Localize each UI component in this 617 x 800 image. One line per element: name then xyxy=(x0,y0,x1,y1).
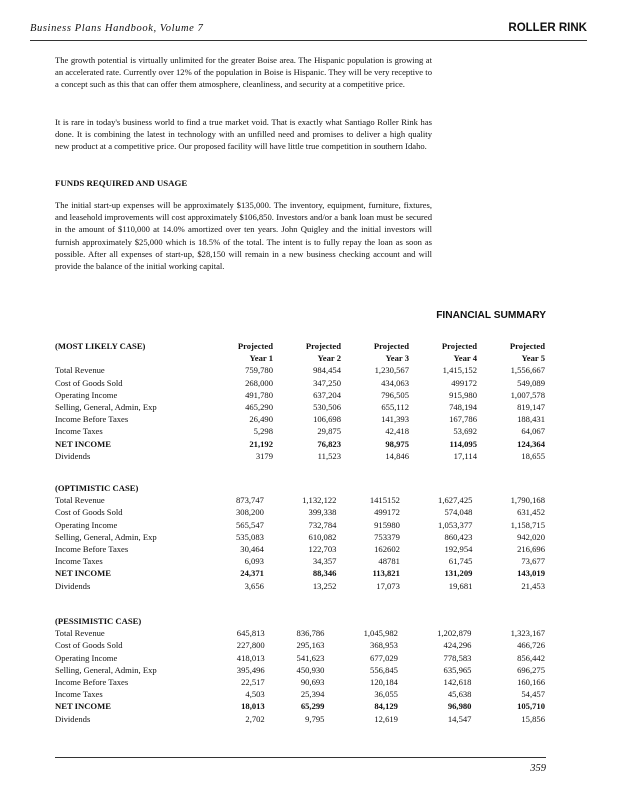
cell-value: 1415152 xyxy=(369,495,400,506)
most-likely-table xyxy=(55,340,545,462)
table-row xyxy=(55,413,545,425)
cell-value: 30,464 xyxy=(240,544,264,555)
cell-value: 9,795 xyxy=(305,713,325,724)
cell-value: 4,503 xyxy=(245,689,265,700)
row-label: Income Before Taxes xyxy=(55,677,129,688)
cell-value: 48781 xyxy=(378,556,400,567)
cell-value: 753379 xyxy=(374,531,400,542)
cell-value: 160,166 xyxy=(517,677,545,688)
row-label: Selling, General, Admin, Exp xyxy=(55,531,157,542)
table-row xyxy=(55,364,545,376)
cell-value: 308,200 xyxy=(236,507,264,518)
cell-value: 113,821 xyxy=(372,568,400,579)
table-row xyxy=(55,676,545,688)
cell-value: 5,298 xyxy=(253,426,273,437)
row-label: Income Taxes xyxy=(55,426,103,437)
cell-value: 1,556,667 xyxy=(510,365,545,376)
paragraph-growth: The growth potential is virtually unlimited for the greater Boise area. The Hispanic population is growing at an accelerated rate. Currently over 12% of the population in Boise is Hispanic. They will be very receptive to a concept such as this that can offer them atmosphere, cleanliness, and security at a competitive price. xyxy=(55,55,432,90)
cell-value: 491,780 xyxy=(245,389,273,400)
col-header-year: Year 5 xyxy=(521,353,545,364)
cell-value: 399,338 xyxy=(308,507,337,518)
cell-value: 73,677 xyxy=(521,556,545,567)
table-row xyxy=(55,627,545,639)
cell-value: 819,147 xyxy=(517,402,545,413)
cell-value: 14,547 xyxy=(447,713,472,724)
row-label: Cost of Goods Sold xyxy=(55,377,123,388)
cell-value: 76,823 xyxy=(317,438,341,449)
table-header-row xyxy=(55,340,545,352)
col-header: Projected xyxy=(441,341,477,351)
cell-value: 574,048 xyxy=(444,507,473,518)
row-label: Operating Income xyxy=(55,519,118,530)
cell-value: 465,290 xyxy=(245,402,273,413)
row-label: Operating Income xyxy=(55,652,118,663)
cell-value: 45,638 xyxy=(447,689,472,700)
cell-value: 24,371 xyxy=(240,568,264,579)
row-label: Dividends xyxy=(55,580,91,591)
cell-value: 424,296 xyxy=(443,640,472,651)
cell-value: 17,114 xyxy=(453,450,477,461)
cell-value: 796,505 xyxy=(381,389,409,400)
financial-summary-title: FINANCIAL SUMMARY xyxy=(436,310,546,321)
cell-value: 268,000 xyxy=(245,377,273,388)
row-label: Income Taxes xyxy=(55,689,103,700)
funds-heading: FUNDS REQUIRED AND USAGE xyxy=(55,178,188,188)
table-row xyxy=(55,700,545,712)
cell-value: 1,230,567 xyxy=(374,365,409,376)
page-header xyxy=(30,22,587,41)
cell-value: 141,393 xyxy=(381,414,409,425)
paragraph-market-void: It is rare in today's business world to find a true market void. That is exactly what Santiago Roller Rink has done. It is combining the latest in technology with an unfilled need and promises to deliver a high quality new product at a competitive price. Our proposed facility will have little true competition in southern Idaho. xyxy=(55,117,432,152)
cell-value: 114,095 xyxy=(449,438,477,449)
cell-value: 499172 xyxy=(374,507,400,518)
cell-value: 1,007,578 xyxy=(510,389,545,400)
table-row xyxy=(55,438,545,450)
cell-value: 120,184 xyxy=(370,677,398,688)
cell-value: 1,627,425 xyxy=(438,495,473,506)
row-label: NET INCOME xyxy=(55,701,111,712)
cell-value: 1,202,879 xyxy=(437,628,472,639)
cell-value: 3179 xyxy=(255,450,273,461)
cell-value: 984,454 xyxy=(313,365,341,376)
table-row xyxy=(55,664,545,676)
case-label: (PESSIMISTIC CASE) xyxy=(55,616,142,626)
col-header: Projected xyxy=(305,341,341,351)
cell-value: 541,623 xyxy=(296,652,325,663)
cell-value: 836,786 xyxy=(296,628,325,639)
table-header-row xyxy=(55,615,545,627)
cell-value: 106,698 xyxy=(313,414,341,425)
cell-value: 167,786 xyxy=(449,414,477,425)
paragraph-funds: The initial start-up expenses will be approximately $135,000. The inventory, equipment, furniture, fixtures, and leasehold improvements will cost approximately $106,850. Investors and/or a bank loan must be secured in the amount of $110,000 at 14.0% amortized over ten years. John Quigley and the initial investors will furnish approximately $25,000 which is 18.5% of the total. The intent is to fully repay the loan as soon as possible. After all expenses of start-up, $28,150 will remain in a new business checking account and will provide the balance of the initial working capital. xyxy=(55,200,432,272)
cell-value: 192,954 xyxy=(444,544,473,555)
col-header-year: Year 4 xyxy=(453,353,477,364)
cell-value: 565,547 xyxy=(236,519,264,530)
table-header-row xyxy=(55,352,545,364)
table-row xyxy=(55,543,545,555)
cell-value: 64,067 xyxy=(521,426,545,437)
cell-value: 2,702 xyxy=(245,713,265,724)
cell-value: 915,980 xyxy=(449,389,477,400)
section-title: ROLLER RINK xyxy=(508,22,587,34)
table-row xyxy=(55,494,545,506)
cell-value: 15,856 xyxy=(521,713,545,724)
cell-value: 162602 xyxy=(374,544,400,555)
cell-value: 860,423 xyxy=(444,531,473,542)
col-header: Projected xyxy=(237,341,273,351)
row-label: Income Taxes xyxy=(55,556,103,567)
cell-value: 295,163 xyxy=(296,640,325,651)
row-label: Selling, General, Admin, Exp xyxy=(55,664,157,675)
cell-value: 873,747 xyxy=(236,495,264,506)
cell-value: 13,252 xyxy=(312,580,337,591)
cell-value: 915980 xyxy=(374,519,400,530)
table-row xyxy=(55,506,545,518)
cell-value: 53,692 xyxy=(453,426,477,437)
cell-value: 610,082 xyxy=(308,531,337,542)
cell-value: 635,965 xyxy=(443,664,472,675)
cell-value: 42,418 xyxy=(385,426,409,437)
table-row xyxy=(55,377,545,389)
cell-value: 499172 xyxy=(451,377,477,388)
row-label: Cost of Goods Sold xyxy=(55,507,123,518)
row-label: NET INCOME xyxy=(55,438,111,449)
table-row xyxy=(55,639,545,651)
page-number: 359 xyxy=(530,763,546,774)
cell-value: 98,975 xyxy=(385,438,409,449)
table-row xyxy=(55,567,545,579)
row-label: Total Revenue xyxy=(55,365,105,376)
cell-value: 124,364 xyxy=(517,438,545,449)
row-label: Income Before Taxes xyxy=(55,414,129,425)
cell-value: 942,020 xyxy=(517,531,545,542)
cell-value: 188,431 xyxy=(517,414,545,425)
cell-value: 418,013 xyxy=(236,652,265,663)
cell-value: 84,129 xyxy=(374,701,398,712)
cell-value: 645,813 xyxy=(236,628,265,639)
cell-value: 530,506 xyxy=(313,402,341,413)
cell-value: 549,089 xyxy=(517,377,545,388)
row-label: Dividends xyxy=(55,713,91,724)
cell-value: 105,710 xyxy=(517,701,545,712)
cell-value: 25,394 xyxy=(300,689,325,700)
table-row xyxy=(55,389,545,401)
table-row xyxy=(55,450,545,462)
row-label: Total Revenue xyxy=(55,628,105,639)
cell-value: 14,846 xyxy=(385,450,409,461)
cell-value: 142,618 xyxy=(443,677,472,688)
cell-value: 88,346 xyxy=(312,568,337,579)
cell-value: 36,055 xyxy=(374,689,398,700)
table-row xyxy=(55,580,545,592)
cell-value: 21,453 xyxy=(521,580,545,591)
cell-value: 677,029 xyxy=(370,652,398,663)
cell-value: 748,194 xyxy=(449,402,477,413)
cell-value: 11,523 xyxy=(317,450,341,461)
cell-value: 12,619 xyxy=(374,713,398,724)
cell-value: 26,490 xyxy=(249,414,273,425)
col-header: Projected xyxy=(373,341,409,351)
cell-value: 34,357 xyxy=(312,556,337,567)
cell-value: 631,452 xyxy=(517,507,545,518)
cell-value: 18,655 xyxy=(521,450,545,461)
cell-value: 6,093 xyxy=(244,556,264,567)
cell-value: 434,063 xyxy=(381,377,409,388)
footer-rule xyxy=(55,757,546,758)
col-header-year: Year 3 xyxy=(385,353,409,364)
cell-value: 65,299 xyxy=(300,701,325,712)
cell-value: 131,209 xyxy=(444,568,473,579)
case-label: (OPTIMISTIC CASE) xyxy=(55,483,139,493)
table-row xyxy=(55,688,545,700)
col-header-year: Year 1 xyxy=(249,353,273,364)
table-row xyxy=(55,425,545,437)
cell-value: 61,745 xyxy=(448,556,473,567)
row-label: NET INCOME xyxy=(55,568,111,579)
cell-value: 637,204 xyxy=(313,389,341,400)
row-label: Cost of Goods Sold xyxy=(55,640,123,651)
cell-value: 29,875 xyxy=(317,426,341,437)
cell-value: 216,696 xyxy=(517,544,545,555)
cell-value: 466,726 xyxy=(517,640,545,651)
table-row xyxy=(55,555,545,567)
cell-value: 1,045,982 xyxy=(363,628,398,639)
row-label: Dividends xyxy=(55,450,91,461)
cell-value: 22,517 xyxy=(241,677,265,688)
col-header-year: Year 2 xyxy=(317,353,341,364)
cell-value: 90,693 xyxy=(300,677,325,688)
table-row xyxy=(55,531,545,543)
cell-value: 21,192 xyxy=(249,438,273,449)
cell-value: 1,158,715 xyxy=(510,519,545,530)
cell-value: 143,019 xyxy=(517,568,545,579)
cell-value: 535,083 xyxy=(236,531,264,542)
row-label: Selling, General, Admin, Exp xyxy=(55,402,157,413)
cell-value: 759,780 xyxy=(245,365,273,376)
cell-value: 3,656 xyxy=(244,580,264,591)
table-row xyxy=(55,401,545,413)
table-row xyxy=(55,519,545,531)
table-header-row xyxy=(55,482,545,494)
cell-value: 19,681 xyxy=(448,580,473,591)
cell-value: 17,073 xyxy=(376,580,400,591)
cell-value: 96,980 xyxy=(447,701,472,712)
cell-value: 778,583 xyxy=(443,652,472,663)
col-header: Projected xyxy=(509,341,545,351)
cell-value: 1,132,122 xyxy=(302,495,337,506)
case-label: (MOST LIKELY CASE) xyxy=(55,341,146,351)
cell-value: 347,250 xyxy=(313,377,341,388)
table-row xyxy=(55,713,545,725)
cell-value: 856,442 xyxy=(517,652,545,663)
cell-value: 696,275 xyxy=(517,664,545,675)
cell-value: 1,323,167 xyxy=(510,628,545,639)
cell-value: 1,053,377 xyxy=(438,519,473,530)
cell-value: 54,457 xyxy=(521,689,545,700)
pessimistic-table xyxy=(55,615,545,725)
cell-value: 18,013 xyxy=(241,701,265,712)
row-label: Income Before Taxes xyxy=(55,544,129,555)
cell-value: 122,703 xyxy=(308,544,337,555)
cell-value: 368,953 xyxy=(370,640,398,651)
cell-value: 227,800 xyxy=(236,640,265,651)
cell-value: 655,112 xyxy=(381,402,409,413)
cell-value: 732,784 xyxy=(308,519,337,530)
cell-value: 556,845 xyxy=(370,664,398,675)
optimistic-table xyxy=(55,482,545,592)
table-row xyxy=(55,652,545,664)
cell-value: 1,790,168 xyxy=(510,495,545,506)
cell-value: 1,415,152 xyxy=(442,365,477,376)
row-label: Total Revenue xyxy=(55,495,105,506)
cell-value: 450,930 xyxy=(296,664,325,675)
book-title: Business Plans Handbook, Volume 7 xyxy=(30,23,204,34)
cell-value: 395,496 xyxy=(236,664,265,675)
row-label: Operating Income xyxy=(55,389,118,400)
